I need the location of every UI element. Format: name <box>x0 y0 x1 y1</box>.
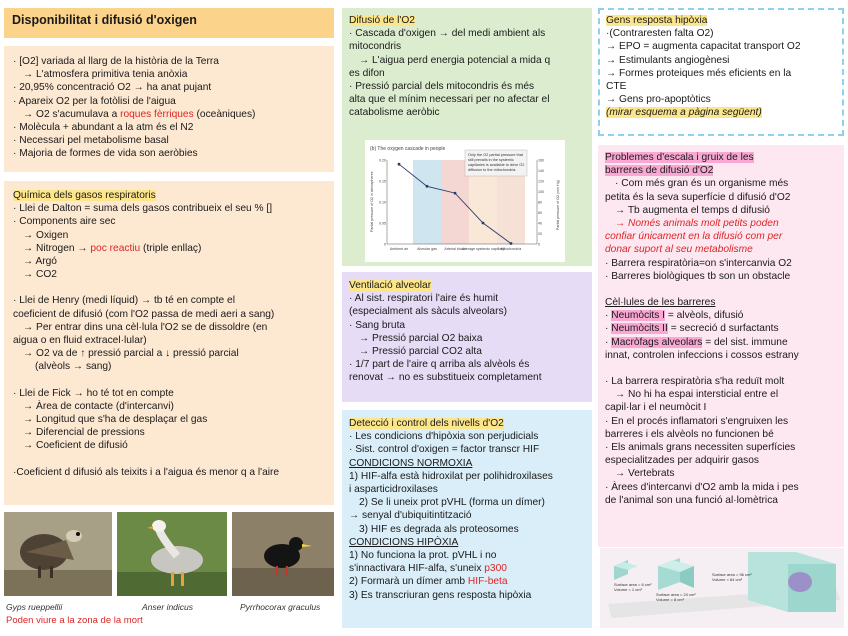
text-line: barreres i els alvèols no funcionen bé <box>605 428 774 440</box>
text-line <box>606 106 836 119</box>
text-line: → Nitrogen → poc reactiu (triple enllaç) <box>23 242 202 254</box>
text-line: renovat → no es substitueix completament <box>349 372 542 384</box>
text-line: → Gens pro-apoptòtics <box>606 94 711 106</box>
text-line: · Molècula + abundant a la atm és el N2 <box>13 122 194 134</box>
text-line: capil·lar i el neumòcit I <box>605 402 707 414</box>
figure-note-line: still prevails in the systemic <box>468 158 514 162</box>
text-line: → Pressió parcial CO2 alta <box>359 346 482 358</box>
tick-label-right: 160 <box>538 158 544 163</box>
text-line: innat, controlen infeccions i cossos estrany <box>605 349 799 361</box>
text-line: · Neumòcits II = secreció d surfactants <box>605 323 779 335</box>
figure-note-line: Only the O2 partial pressure that <box>468 153 523 157</box>
chem-section <box>4 181 334 505</box>
figure-note-line: diffusion to the mitochondria. <box>468 168 517 172</box>
text-line: → EPO = augmenta capacitat transport O2 <box>606 41 801 53</box>
text-line: petita és la seva superfície d difusió d'O2 <box>605 191 791 203</box>
caption-chough: Pyrrhocorax graculus <box>240 602 321 612</box>
text-line: → CO2 <box>23 269 57 281</box>
text-line: · Àrees d'intercanvi d'O2 amb la mida i pes <box>605 481 799 493</box>
tick-label-left: 0.05 <box>379 221 386 226</box>
subsection-title: Detecció i control dels nivells d'O2 <box>349 418 504 429</box>
scale-section <box>598 145 844 547</box>
tick-label-right: 60 <box>538 210 542 215</box>
text-line: · [O2] variada al llarg de la història de la Terra <box>13 56 219 67</box>
band-alveolar <box>413 160 441 244</box>
text-line: → Estimulants angiogènesi <box>606 54 730 66</box>
caption-goose: Anser indicus <box>142 602 194 612</box>
subsection-title: Ventilació alveolar <box>349 280 432 291</box>
cube-scaling-illustration <box>600 548 844 628</box>
text-line: · Cascada d'oxigen → del medi ambient als <box>349 28 546 40</box>
subheading-normoxia: CONDICIONS NORMOXIA <box>349 457 473 469</box>
text-line: → Pressió parcial O2 baixa <box>359 332 483 344</box>
text-line: · Les condicions d'hipòxia son perjudicials <box>349 431 539 443</box>
text-line: → Coeficient de difusió <box>23 440 128 452</box>
text-line: → Tb augmenta el temps d difusió <box>615 204 770 216</box>
subsection-title: Gens resposta hipòxia <box>606 15 708 26</box>
oxygen-cascade-chart <box>365 140 565 262</box>
text-line: · En el procés inflamatori s'engruixen les <box>605 415 789 427</box>
cube-label: Surface area = 96 cm² <box>712 572 752 577</box>
cell-marker <box>788 572 812 592</box>
text-line: → O2 s'acumulava a roques fèrriques (oceàniques) <box>23 108 256 120</box>
text-line: · Components aire sec <box>13 216 116 228</box>
tick-label-left: 0.15 <box>379 179 386 184</box>
death-zone-note: Poden viure a la zona de la mort <box>6 615 143 626</box>
x-tick-label: Average systemic capillary <box>461 247 505 251</box>
x-tick-label: Mitochondria <box>500 247 522 251</box>
tick-label-right: 120 <box>538 179 544 184</box>
text-line: aigua o en fluid extracel·lular) <box>13 335 147 347</box>
subheading-cells: Cèl·lules de les barreres <box>605 297 716 309</box>
text-line: · Llei de Henry (medi líquid) → tb té en compte el <box>13 295 235 307</box>
tick-label-right: 80 <box>538 200 542 205</box>
y-axis-label-right: Partial pressure of O2 (mm Hg) <box>556 180 560 230</box>
subsection-title: barreres de difusió d'O2 <box>605 165 714 177</box>
cube-label: Volume = 64 cm³ <box>712 577 743 582</box>
text-line: · Macròfags alveolars = del sist. immune <box>605 336 788 348</box>
text-line: 1) HIF-alfa està hidroxilat per polihidroxilases <box>349 470 553 482</box>
text-line: → Vertebrats <box>615 468 675 480</box>
text-line: · 1/7 part de l'aire q arriba als alvèols és <box>349 359 530 371</box>
cascade-point <box>398 163 401 166</box>
text-line: ·Coeficient d difusió als teixits i a l'aigua és menor q a l'aire <box>13 466 280 478</box>
x-tick-label: Alveolar gas <box>417 247 437 251</box>
highlight-red: roques fèrriques <box>120 108 194 120</box>
cube-label: Surface area = 24 cm² <box>656 592 696 597</box>
oxygen-cascade-figure <box>365 140 565 262</box>
page-title: Disponibilitat i difusió d'oxigen <box>4 8 334 38</box>
text-line: → O2 va de ↑ pressió parcial a ↓ pressió parcial <box>23 348 239 360</box>
text-line: · Sist. control d'oxigen = factor transcr HIF <box>349 444 540 456</box>
see-next-page-note: (mirar esquema a pàgina següent) <box>606 107 762 119</box>
text-line-red: confiar únicament en la difusió com per <box>605 231 783 243</box>
text-line: · 20,95% concentració O2 → ha anat pujant <box>13 82 212 94</box>
figure-title: (b) The oxygen cascade in people <box>370 146 446 152</box>
subsection-title: Química dels gasos respiratoris <box>13 190 156 201</box>
text-line: → No hi ha espai intersticial entre el <box>615 389 779 401</box>
text-line-red: donar suport al seu metabolisme <box>605 244 753 256</box>
text-line: → Diferencial de pressions <box>23 427 145 439</box>
tick-label-right: 100 <box>538 189 544 194</box>
cascade-point <box>482 222 485 225</box>
text-line: · Llei de Dalton = suma dels gasos contribueix el seu % [] <box>13 203 273 215</box>
text-line: 3) Es transcriuran gens resposta hipòxia <box>349 589 532 601</box>
section-title-box <box>4 8 334 38</box>
caption-vulture: Gyps rueppellii <box>6 602 63 612</box>
text-line: · Com més gran és un organisme més <box>615 178 789 190</box>
text-line: · Sang bruta <box>349 319 406 331</box>
vulture-illustration <box>4 512 112 596</box>
bird-photo-chough <box>232 512 334 596</box>
text-line: s'innactivara HIF-alfa, s'uneix p300 <box>349 563 507 575</box>
cascade-point <box>426 185 429 188</box>
text-line: catabolisme aeròbic <box>349 107 440 119</box>
text-line: → L'atmosfera primitiva tenia anòxia <box>23 69 188 81</box>
tick-label-left: 0 <box>384 242 386 247</box>
text-line: → Longitud que s'ha de desplaçar el gas <box>23 414 208 426</box>
text-line: ·(Contraresten falta O2) <box>606 28 714 40</box>
text-line-red: → Només animals molt petits poden <box>615 218 779 230</box>
band-arterial <box>441 160 469 244</box>
text-line: (especialment als sàculs alveolars) <box>349 306 507 318</box>
text-line: · Neumòcits I = alvèols, difusió <box>605 310 744 322</box>
text-line: → Formes proteiques més eficients en la <box>606 67 792 79</box>
cube-label: Volume = 1 cm³ <box>614 587 642 592</box>
text-line: → Argó <box>23 256 57 268</box>
text-line: · Els animals grans necessiten superfícies <box>605 442 796 454</box>
text-line: mitocondris <box>349 41 402 53</box>
bird-photo-goose <box>117 512 227 596</box>
text-line: · Apareix O2 per la fotòlisi de l'aigua <box>13 95 176 107</box>
subsection-title: Problemes d'escala i gruix de les <box>605 152 754 163</box>
tick-label-right: 140 <box>538 168 544 173</box>
text-line: · Pressió parcial dels mitocondris és més <box>349 81 535 93</box>
subheading-hypoxia: CONDICIONS HIPÒXIA <box>349 536 459 548</box>
detection-section <box>342 410 592 628</box>
x-tick-label: Arterial blood <box>444 247 466 251</box>
tick-label-right: 20 <box>538 231 542 236</box>
text-line: es difon <box>349 67 385 79</box>
text-line: i asparticidroxilases <box>349 484 438 496</box>
tick-label-left: 0.10 <box>379 200 386 205</box>
text-line: alta que el mínim necessari per no afectar el <box>349 94 550 106</box>
goose-illustration <box>117 512 227 596</box>
text-line: 2) Se li uneix prot pVHL (forma un dímer) <box>359 497 545 509</box>
tick-label-right: 0 <box>538 242 540 247</box>
text-line: · Llei de Fick → ho té tot en compte <box>13 387 174 399</box>
text-line: → Per entrar dins una cèl·lula l'O2 se de dissoldre (en <box>23 321 268 333</box>
text-line: · Al sist. respiratori l'aire és humit <box>349 293 499 305</box>
text-line: de l'animal son una funció al·lomètrica <box>605 494 778 506</box>
text-line: · La barrera respiratòria s'ha reduït molt <box>605 376 785 388</box>
tick-label-right: 40 <box>538 221 542 226</box>
bird-photo-vulture <box>4 512 112 596</box>
text-line: · Majoria de formes de vida son aeròbies <box>13 148 198 160</box>
intro-section <box>4 46 334 172</box>
text-line: · Barrera respiratòria=on s'intercanvia O2 <box>605 257 792 269</box>
cascade-point <box>510 242 513 245</box>
text-line: → senyal d'ubiquitintització <box>349 510 472 522</box>
cascade-point <box>454 192 457 195</box>
text-line: 2) Formarà un dímer amb HIF-beta <box>349 576 508 588</box>
text-line: · Barreres biològiques tb son un obstacle <box>605 270 791 282</box>
text-line: → Àrea de contacte (d'intercanvi) <box>23 400 174 412</box>
text-line: especialitzades per adquirir gasos <box>605 455 760 467</box>
text-line: CTE <box>606 81 627 93</box>
ventilation-section <box>342 272 592 402</box>
text-line: → Oxigen <box>23 229 69 241</box>
subsection-title: Difusió de l'O2 <box>349 15 415 26</box>
chough-illustration <box>232 512 334 596</box>
text-line: · Necessari pel metabolisme basal <box>13 135 169 147</box>
x-tick-label: Ambient air <box>389 247 409 251</box>
hypoxia-genes-section <box>598 8 844 136</box>
figure-note-line: capillaries is available to drive O2 <box>468 163 525 167</box>
text-line: (alvèols → sang) <box>35 361 112 373</box>
text-line: 1) No funciona la prot. pVHL i no <box>349 550 497 562</box>
y-axis-label-left: Partial pressure of O2 in atmospheres <box>370 171 374 232</box>
text-line: → L'aigua perd energia potencial a mida q <box>359 54 551 66</box>
text-line: coeficient de difusió (com l'O2 passa de medi aeri a sang) <box>13 308 275 320</box>
tick-label-left: 0.20 <box>379 158 386 163</box>
cube-label: Surface area = 6 cm² <box>614 582 652 587</box>
cube-label: Volume = 8 cm³ <box>656 597 684 602</box>
text-line: 3) HIF es degrada als proteosomes <box>359 523 519 535</box>
cube-scaling-figure <box>600 548 844 628</box>
